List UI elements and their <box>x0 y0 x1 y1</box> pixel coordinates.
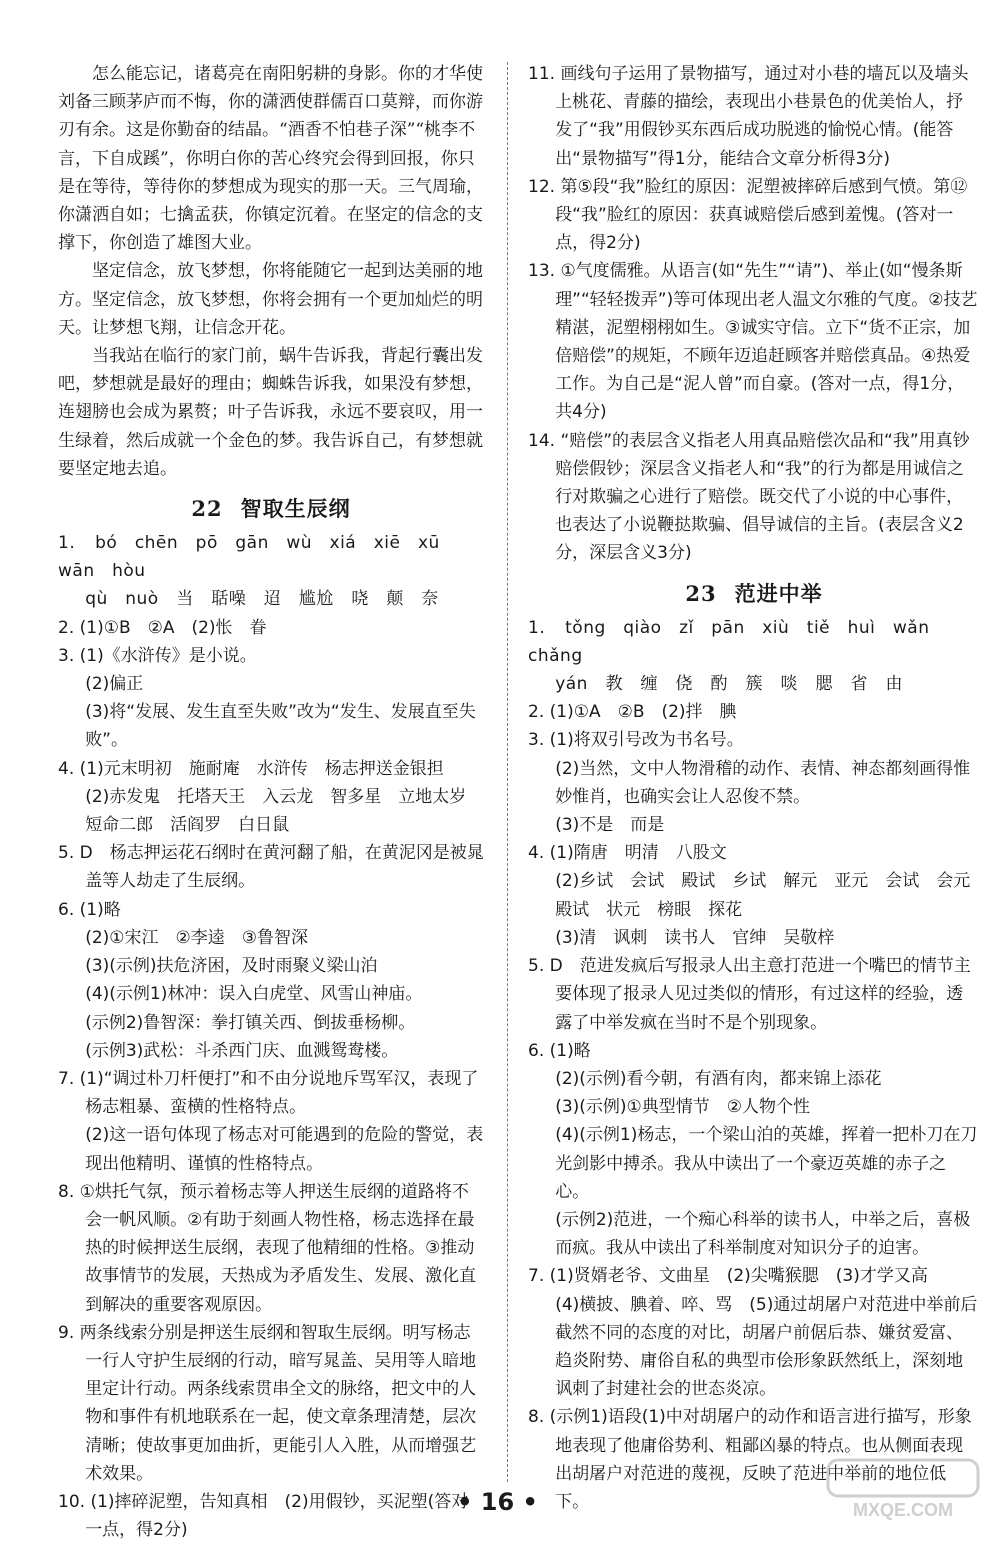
q13: 13. ①气度儒雅。从语言(如“先生”“请”)、举止(如“慢条斯理”“轻轻拨弄”)等可体现出老人温文尔雅的气度。②技艺精湛，泥塑栩栩如生。③诚实守信。立下“货不正宗，加倍赔偿”的规矩，不顾年迈追赶顾客并赔偿真品。④热爱工作。为自己是“泥人曾”而自豪。(答对一点，得1分，共4分) <box>528 261 978 423</box>
q14: 14. “赔偿”的表层含义指老人用真品赔偿次品和“我”用真钞赔偿假钞；深层含义指老人和“我”的行为都是用诚信之行对欺骗之心进行了赔偿。既交代了小说的中心事件，也表达了小说鞭挞欺骗、倡导诚信的主旨。(表层含义2分，深层含义3分) <box>528 430 970 564</box>
watermark-logo <box>820 1456 990 1526</box>
q11: 11. 画线句子运用了景物描写，通过对小巷的墙瓦以及墙头上桃花、青藤的描绘，表现出小巷景色的优美怡人，抒发了“我”用假钞买东西后成功脱逃的愉悦心情。(能答出“景物描写”得1分，能结合文章分析得3分) <box>528 64 969 169</box>
q8: 8. ①烘托气氛，预示着杨志等人押送生辰纲的道路将不会一帆风顺。②有助于刻画人物性格，杨志选择在最热的时候押送生辰纲，表现了他精细的性格。③推动故事情节的发展，天热成为矛盾发生、发展、激化直到解决的重要客观原因。 <box>58 1181 477 1315</box>
q1-chars: qù nuò 当 聒噪 迢 尴尬 哓 颠 奈 <box>85 589 439 610</box>
q10: 10. (1)摔碎泥塑，告知真相 (2)用假钞，买泥塑(答对一点，得2分) <box>58 1491 469 1541</box>
q6-1: 6. (1)略 <box>58 899 121 920</box>
section-name: 范进中举 <box>734 580 823 606</box>
q7-1: 7. (1)“调过朴刀杆便打”和不由分说地斥骂军汉，表现了杨志粗暴、蛮横的性格特点。 <box>58 1068 479 1118</box>
watermark-text: MXQE.COM <box>852 1500 954 1520</box>
q6-4: (4)(示例1)林冲：误入白虎堂、风雪山神庙。 <box>85 984 423 1005</box>
q7-1: 7. (1)贤婿老爷、文曲星 (2)尖嘴猴腮 (3)才学又高 <box>528 1266 928 1287</box>
essay-paragraph-2: 坚定信念，放飞梦想，你将能随它一起到达美丽的地方。坚定信念，放飞梦想，你将会拥有一个更加灿烂的明天。让梦想飞翔，让信念开花。 <box>58 261 483 338</box>
q6-6: (示例3)武松：斗杀西门庆、血溅鸳鸯楼。 <box>85 1040 399 1061</box>
section-number: 23 <box>685 580 717 606</box>
q9: 9. 两条线索分别是押送生辰纲和智取生辰纲。明写杨志一行人守护生辰纲的行动，暗写晁盖、吴用等人暗地里定计行动。两条线索贯串全文的脉络，把文中的人物和事件有机地联系在一起，使文章条理清楚，层次清晰；使故事更加曲折，更能引人入胜，从而增强艺术效果。 <box>58 1322 477 1484</box>
q4-2: (2)赤发鬼 托塔天王 入云龙 智多星 立地太岁 短命二郎 活阎罗 白日鼠 <box>85 786 484 836</box>
q3-2: (2)当然，文中人物滑稽的动作、表情、神态都刻画得惟妙惟肖，也确实会让人忍俊不禁。 <box>555 758 971 807</box>
left-column <box>58 60 484 1544</box>
q6-3: (3)(示例)①典型情节 ②人物个性 <box>555 1097 811 1118</box>
q1-pinyin: 1. bó chēn pō gān wù xiá xiē xū wān hòu <box>58 533 458 582</box>
q3-3: (3)不是 而是 <box>555 815 665 836</box>
section-title-22 <box>58 493 484 523</box>
q4-1: 4. (1)元末明初 施耐庵 水浒传 杨志押送金银担 <box>58 758 444 779</box>
q5: 5. D 范进发疯后写报录人出主意打范进一个嘴巴的情节主要体现了报录人见过类似的情形，有过这样的经验，透露了中举发疯在当时不是个别现象。 <box>528 956 971 1033</box>
q4-1: 4. (1)隋唐 明清 八股文 <box>528 843 727 864</box>
q1-chars: yán 教 缠 侥 酌 簇 啖 腮 省 由 <box>555 674 903 695</box>
q6-4: (4)(示例1)杨志，一个梁山泊的英雄，挥着一把朴刀在刀光剑影中搏杀。我从中读出了一个豪迈英雄的赤子之心。 <box>555 1125 978 1202</box>
q1-pinyin: 1. tǒng qiào zǐ pān xiù tiě huì wǎn chǎng <box>528 617 947 666</box>
essay-paragraph-3: 当我站在临行的家门前，蜗牛告诉我，背起行囊出发吧，梦想就是最好的理由；蜘蛛告诉我，如果没有梦想，连翅膀也会成为累赘；叶子告诉我，永远不要哀叹，用一生绿着，然后成就一个金色的梦。我告诉自己，有梦想就要坚定地去追。 <box>58 346 483 479</box>
q3-1: 3. (1)《水浒传》是小说。 <box>58 645 257 666</box>
q4-3: (3)清 讽刺 读书人 官绅 吴敬梓 <box>555 927 835 948</box>
section-number: 22 <box>191 496 223 522</box>
page-number: • 16 • <box>457 1488 538 1516</box>
q6-2: (2)(示例)看今朝，有酒有肉，都来锦上添花 <box>555 1068 882 1089</box>
section-title-23 <box>528 578 980 608</box>
q2: 2. (1)①A ②B (2)拌 腆 <box>528 702 737 723</box>
q3-2: (2)偏正 <box>85 674 144 695</box>
column-divider <box>507 62 508 1482</box>
q3-3: (3)将“发展、发生直至失败”改为“发生、发展直至失败”。 <box>85 702 476 751</box>
q8: 8. (示例1)语段(1)中对胡屠户的动作和语言进行描写，形象地表现了他庸俗势利、粗鄙凶暴的特点。也从侧面表现出胡屠户对范进的蔑视，反映了范进中举前的地位低下。 <box>528 1407 972 1512</box>
q6-1: 6. (1)略 <box>528 1040 591 1061</box>
q7-2: (2)这一语句体现了杨志对可能遇到的危险的警觉，表现出他精明、谨慎的性格特点。 <box>85 1125 484 1174</box>
q6-5: (示例2)鲁智深：拳打镇关西、倒拔垂杨柳。 <box>85 1012 416 1033</box>
section-name: 智取生辰纲 <box>240 496 351 522</box>
q3-1: 3. (1)将双引号改为书名号。 <box>528 730 744 751</box>
q4-2: (2)乡试 会试 殿试 乡试 解元 亚元 会试 会元 殿试 状元 榜眼 探花 <box>555 871 988 920</box>
q2: 2. (1)①B ②A (2)怅 眷 <box>58 617 267 638</box>
q6-5: (示例2)范进，一个痴心科举的读书人，中举之后，喜极而疯。我从中读出了科举制度对知识分子的迫害。 <box>555 1209 971 1259</box>
q7-2: (4)横披、腆着、啐、骂 (5)通过胡屠户对范进中举前后截然不同的态度的对比，胡屠户前倨后恭、嫌贫爱富、趋炎附势、庸俗自私的典型市侩形象跃然纸上，深刻地讽刺了封建社会的世态炎凉。 <box>555 1294 978 1400</box>
right-column <box>528 60 988 1516</box>
essay-paragraph-1: 怎么能忘记，诸葛亮在南阳躬耕的身影。你的才华使刘备三顾茅庐而不悔，你的潇洒使群儒百口莫辩，而你游刃有余。这是你勤奋的结晶。“酒香不怕巷子深”“桃李不言，下自成蹊”，你明白你的苦心终究会得到回报，你只是在等待，等待你的梦想成为现实的那一天。三气周瑜，你潇洒自如；七擒孟获，你镇定沉着。在坚定的信念的支撑下，你创造了雄图大业。 <box>58 64 483 254</box>
q6-2: (2)①宋江 ②李逵 ③鲁智深 <box>85 927 308 948</box>
q6-3: (3)(示例)扶危济困，及时雨聚义梁山泊 <box>85 956 378 977</box>
q5: 5. D 杨志押运花石纲时在黄河翻了船，在黄泥冈是被晁盖等人劫走了生辰纲。 <box>58 843 484 892</box>
q12: 12. 第⑤段“我”脸红的原因：泥塑被摔碎后感到气愤。第⑫段“我”脸红的原因：获真诚赔偿后感到羞愧。(答对一点，得2分) <box>528 176 968 254</box>
